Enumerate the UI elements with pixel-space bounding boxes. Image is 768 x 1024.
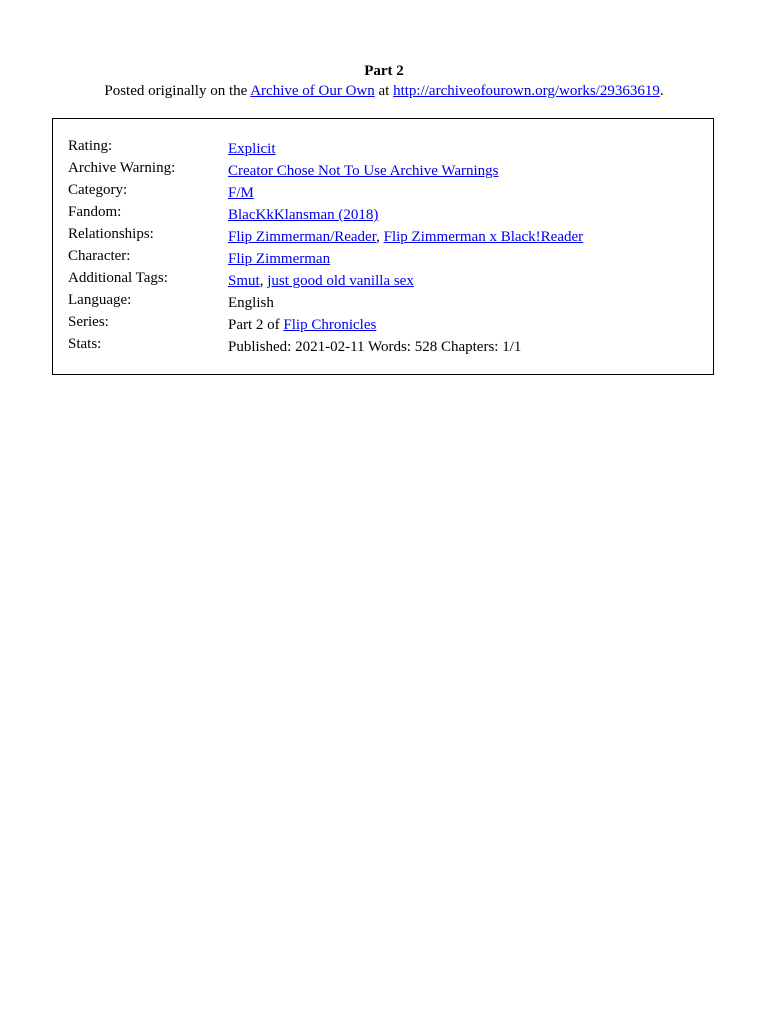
fandom-label: Fandom: — [68, 204, 122, 220]
meta-row-fandom — [68, 203, 708, 223]
work-title: Part 2 — [364, 63, 404, 79]
relationship-separator: , — [376, 229, 384, 245]
relationship-link[interactable]: Flip Zimmerman/Reader — [228, 229, 377, 245]
category-link[interactable]: F/M — [228, 185, 254, 201]
posted-suffix: . — [659, 83, 664, 99]
warning-value — [228, 162, 498, 180]
meta-row-warning — [68, 159, 708, 179]
relationships-value — [228, 228, 583, 246]
series-label: Series: — [68, 314, 109, 330]
meta-row-tags — [68, 269, 708, 289]
tag-link[interactable]: just good old vanilla sex — [267, 273, 414, 289]
category-value — [228, 184, 254, 202]
work-meta-box — [52, 118, 714, 375]
fandom-value — [228, 206, 378, 224]
character-link[interactable]: Flip Zimmerman — [228, 251, 331, 267]
meta-row-category — [68, 181, 708, 201]
rating-link[interactable]: Explicit — [228, 141, 276, 157]
posted-line — [0, 82, 768, 100]
tag-separator: , — [259, 273, 268, 289]
character-value — [228, 250, 330, 268]
stats-value: Published: 2021-02-11 Words: 528 Chapters: 1/1 — [228, 339, 522, 355]
series-prefix: Part 2 of — [228, 317, 284, 333]
meta-row-series — [68, 313, 708, 333]
tags-label: Additional Tags: — [68, 270, 168, 286]
posted-middle: at — [374, 83, 394, 99]
relationships-label: Relationships: — [68, 226, 154, 242]
relationship-link[interactable]: Flip Zimmerman x Black!Reader — [383, 229, 584, 245]
series-value — [228, 316, 376, 334]
category-label: Category: — [68, 182, 128, 198]
archive-link[interactable]: Archive of Our Own — [250, 83, 375, 99]
meta-row-stats — [68, 335, 708, 355]
posted-prefix: Posted originally on the — [104, 83, 251, 99]
meta-row-rating — [68, 137, 708, 157]
language-label: Language: — [68, 292, 132, 308]
warning-label: Archive Warning: — [68, 160, 176, 176]
tags-value — [228, 272, 414, 290]
meta-row-language — [68, 291, 708, 311]
meta-row-relationships — [68, 225, 708, 245]
fandom-link[interactable]: BlacKkKlansman (2018) — [228, 207, 379, 223]
tag-link[interactable]: Smut — [228, 273, 260, 289]
warning-link[interactable]: Creator Chose Not To Use Archive Warnings — [228, 163, 499, 179]
language-value: English — [228, 295, 274, 311]
stats-label: Stats: — [68, 336, 102, 352]
character-label: Character: — [68, 248, 131, 264]
meta-row-character — [68, 247, 708, 267]
work-url-link[interactable]: http://archiveofourown.org/works/29363619 — [393, 83, 660, 99]
rating-value — [228, 140, 276, 158]
rating-label: Rating: — [68, 138, 113, 154]
series-link[interactable]: Flip Chronicles — [283, 317, 377, 333]
